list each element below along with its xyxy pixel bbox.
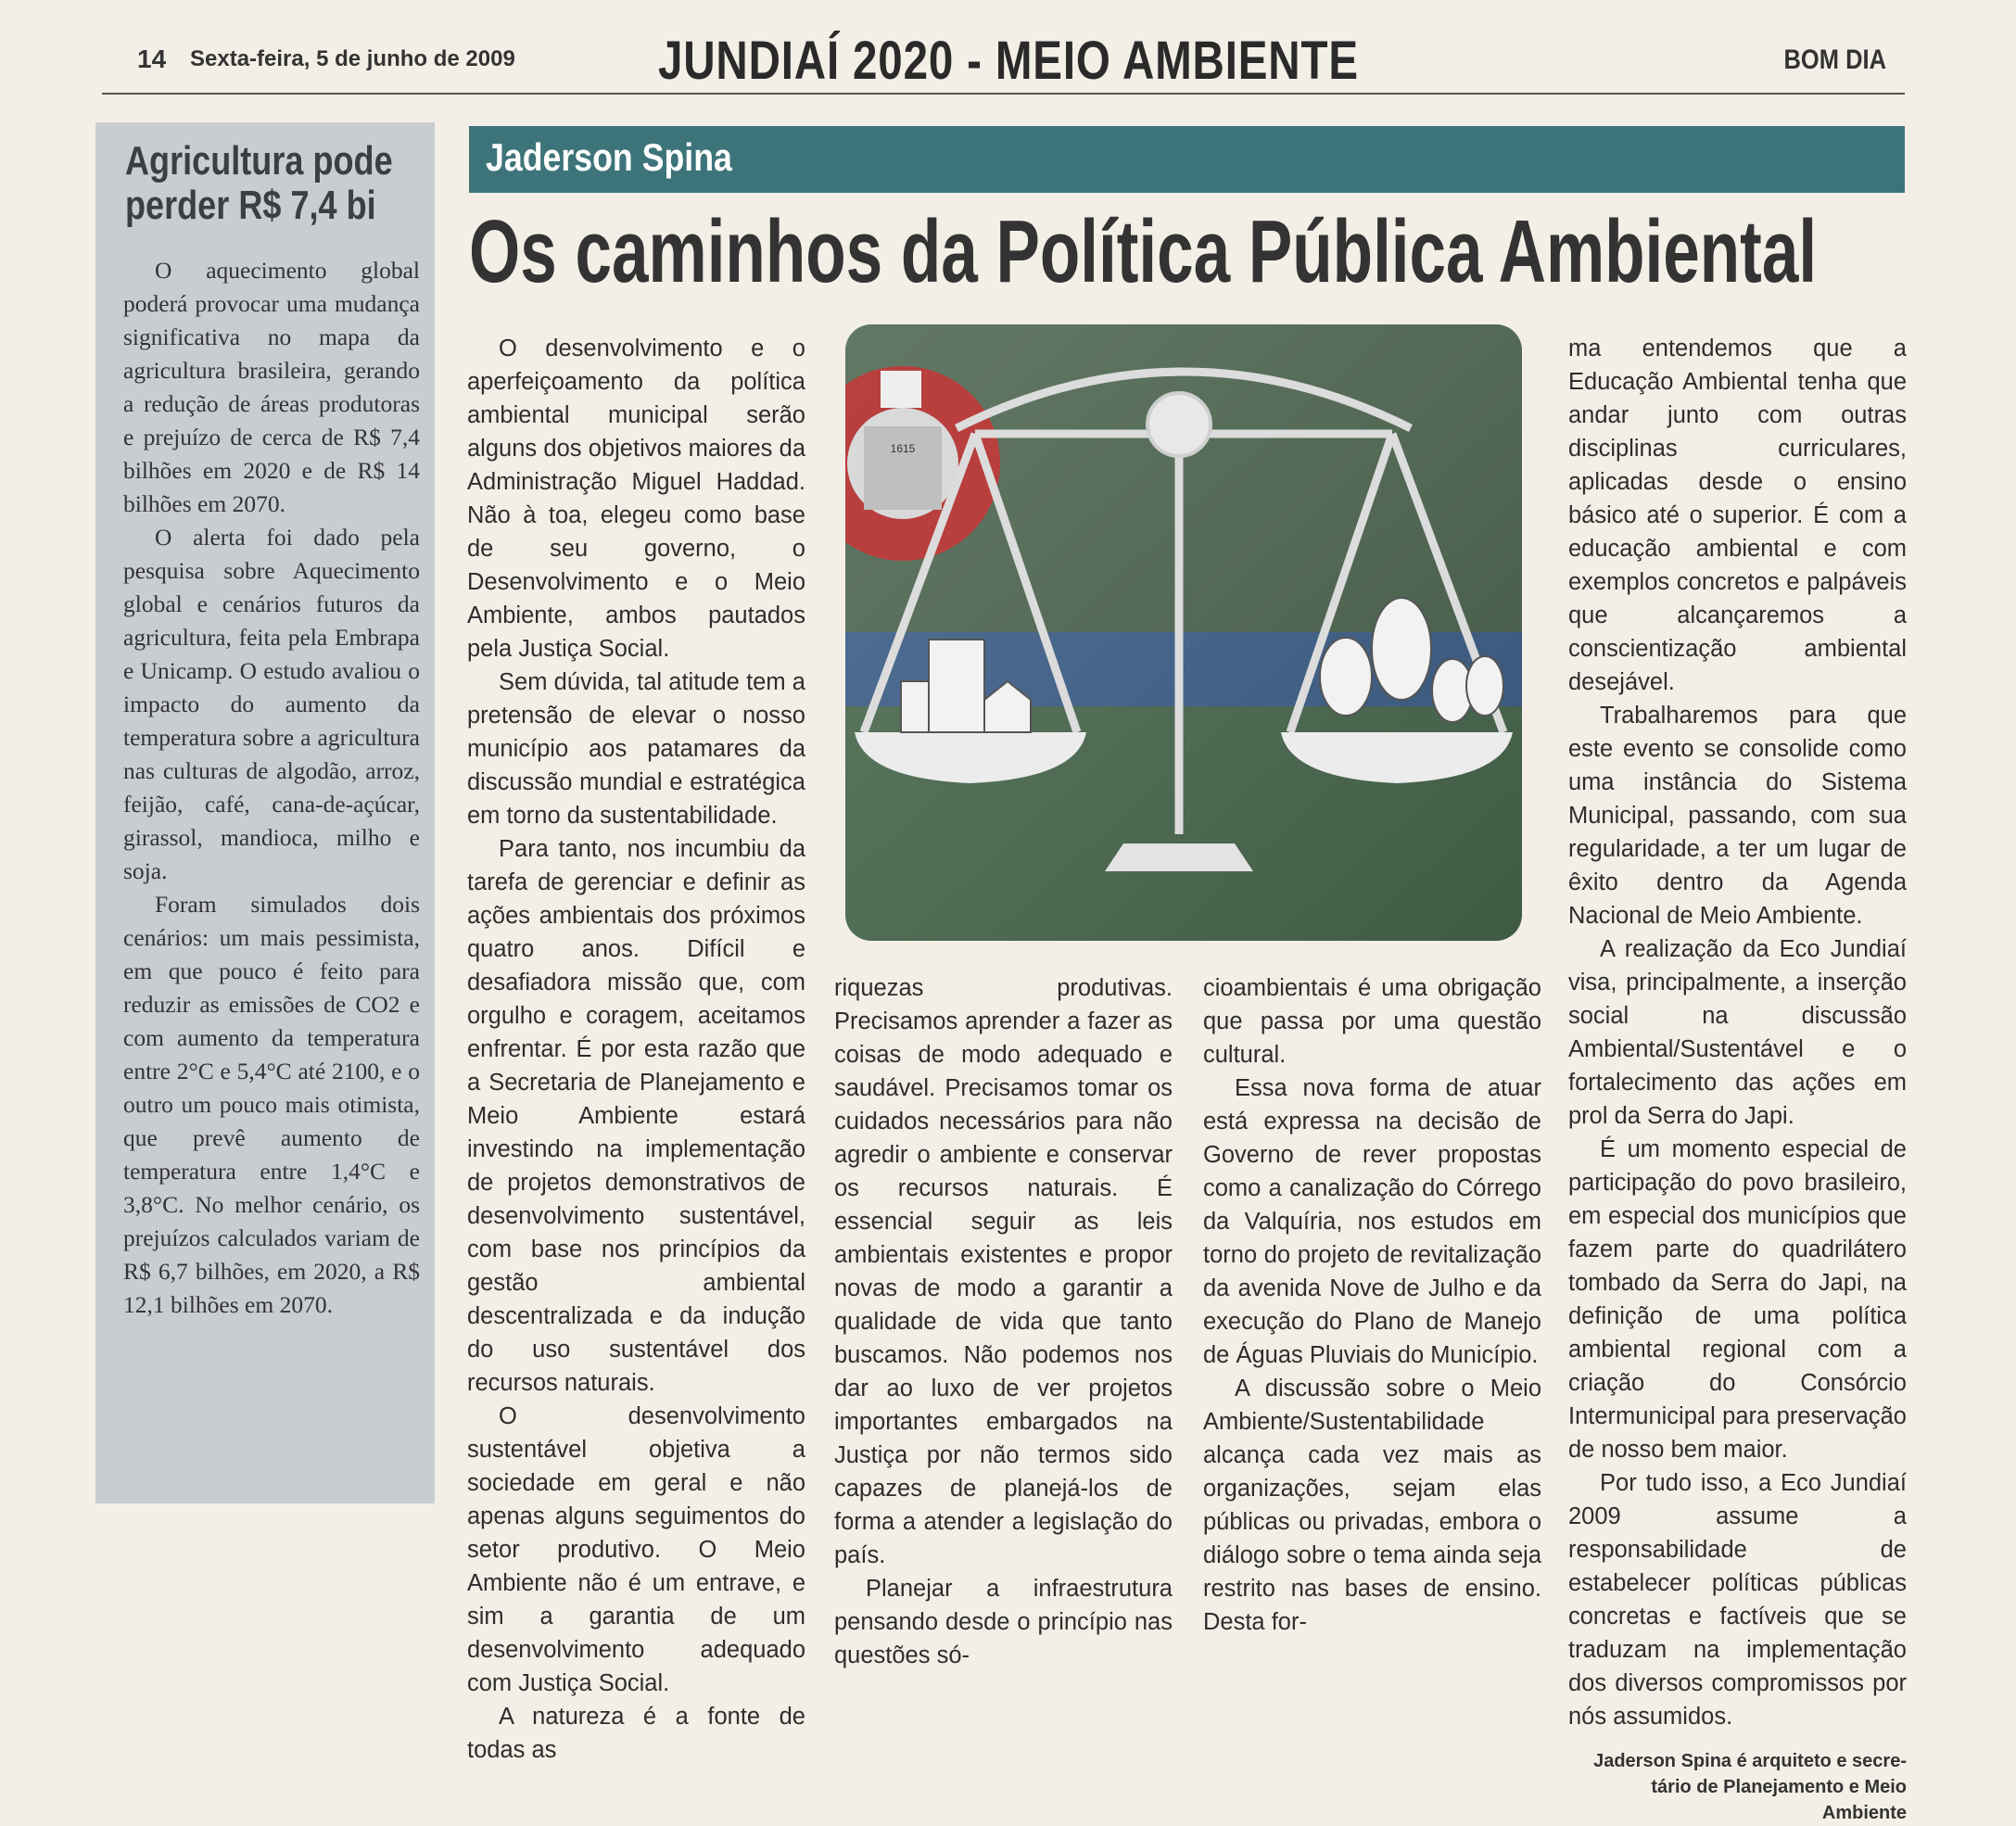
sidebar-title	[125, 138, 393, 228]
scale-pivot	[1147, 393, 1211, 456]
article-paragraph: ma entendemos que a Educação Ambiental tenha que andar junto com outras disciplinas curriculares, aplicadas desde o ensino básico até o superior. É com a educação ambiental e com exemplos concretos e palpáveis que alcançaremos a conscientização ambiental desejável.	[1568, 336, 1907, 695]
sidebar-title-line2: perder R$ 7,4 bi	[125, 183, 376, 228]
article-column-3	[1203, 971, 1541, 1639]
coat-of-arms-year: 1615	[890, 442, 916, 455]
tree-icon	[1372, 598, 1431, 700]
article-column-2	[834, 971, 1173, 1672]
balance-scale-icon	[845, 324, 1522, 941]
sidebar-body	[123, 254, 420, 1322]
sidebar-paragraph: Foram simulados dois cenários: um mais pessimista, em que pouco é feito para reduzir as emissões de CO2 e com aumento da temperatura entre 2°C e 5,4°C até 2100, e o outro um pouco mais otimista, que prevê aumento de temperatura entre 1,4°C e 3,8°C. No melhor cenário, os prejuízos calculados variam de R$ 6,7 bilhões, em 2020, a R$ 12,1 bilhões em 2070.	[123, 891, 420, 1318]
article-paragraph: Trabalharemos para que este evento se consolide como uma instância do Sistema Municipal, passando, com sua regularidade, a ter um lugar de êxito dentro da Agenda Nacional de Meio Ambiente.	[1568, 703, 1907, 929]
author-name: Jaderson Spina	[486, 135, 732, 179]
article-column-1	[467, 332, 805, 1767]
balance-scale-illustration	[845, 324, 1522, 941]
signature-line1: Jaderson Spina é arquiteto e secre-	[1593, 1751, 1907, 1771]
sidebar-box	[95, 122, 435, 1503]
article-paragraph: O desenvolvimento sustentável objetiva a sociedade em geral e não apenas alguns seguimentos do setor produtivo. O Meio Ambiente não é um entrave, e sim a garantia de um desenvolvimento adequado com Justiça Social.	[467, 1403, 805, 1696]
article-paragraph: A natureza é a fonte de todas as	[467, 1704, 805, 1763]
sidebar-paragraph: O aquecimento global poderá provocar uma mudança significativa no mapa da agricultura brasileira, gerando a redução de áreas produtoras e prejuízo de cerca de R$ 7,4 bilhões em 2020 e de R$ 14 bilhões em 2070.	[123, 257, 420, 517]
article-headline: Os caminhos da Política Pública Ambiental	[469, 202, 1818, 301]
article-paragraph: O desenvolvimento e o aperfeiçoamento da política ambiental municipal serão alguns dos objetivos maiores da Administração Miguel Haddad. Não à toa, elegeu como base de seu governo, o Desenvolvimento e o Meio Ambiente, ambos pautados pela Justiça Social.	[467, 336, 805, 662]
building-icon	[929, 640, 984, 732]
article-paragraph: Essa nova forma de atuar está expressa na decisão de Governo de rever propostas como a canalização do Córrego da Valquíria, nos estudos em torno do projeto de revitalização da avenida Nove de Julho e da execução do Plano de Manejo de Águas Pluviais do Município.	[1203, 1075, 1541, 1368]
page-header	[102, 28, 1905, 95]
article-paragraph: Para tanto, nos incumbiu da tarefa de gerenciar e definir as ações ambientais dos próximos quatro anos. Difícil e desafiadora missão que, com orgulho e coragem, aceitamos enfrentar. É por esta razão que a Secretaria de Planejamento e Meio Ambiente estará investindo na implementação de projetos demonstrativos de desenvolvimento sustentável, com base nos princípios da gestão ambiental descentralizada e da indução do uso sustentável dos recursos naturais.	[467, 836, 805, 1396]
page-number: 14	[137, 44, 167, 73]
newspaper-name: BOM DIA	[1783, 44, 1886, 75]
article-column-4	[1568, 332, 1907, 1826]
article-paragraph: A realização da Eco Jundiaí visa, principalmente, a inserção social na discussão Ambiental/Sustentável e o fortalecimento das ações em prol da Serra do Japi.	[1568, 936, 1907, 1129]
article-paragraph: Planejar a infraestrutura pensando desde o princípio nas questões só-	[834, 1576, 1173, 1668]
article-paragraph: riquezas produtivas. Precisamos aprender a fazer as coisas de modo adequado e saudável. Precisamos tomar os cuidados necessários para não agredir o ambiente e conservar os recursos naturais. É essencial seguir as leis ambientais existentes e propor novas de modo a garantir a qualidade de vida que tanto buscamos. Não podemos nos dar ao luxo de ver projetos importantes embargados na Justiça por não termos sido capazes de planejá-los de forma a atender a legislação do país.	[834, 975, 1173, 1568]
article-paragraph: É um momento especial de participação do povo brasileiro, em especial dos municípios que fazem parte do quadrilátero tombado da Serra do Japi, na definição de uma política ambiental regional com a criação do Consórcio Intermunicipal para preservação de nosso bem maior.	[1568, 1136, 1907, 1463]
sidebar-title-line1: Agricultura pode	[125, 138, 393, 184]
article-paragraph: cioambientais é uma obrigação que passa por uma questão cultural.	[1203, 975, 1541, 1068]
dateline: Sexta-feira, 5 de junho de 2009	[190, 46, 515, 71]
tree-icon	[1466, 656, 1503, 716]
section-title: JUNDIAÍ 2020 - MEIO AMBIENTE	[658, 31, 1359, 91]
author-bar	[469, 126, 1905, 193]
signature-line2: tário de Planejamento e Meio Ambiente	[1651, 1777, 1907, 1823]
author-signature	[1568, 1748, 1907, 1826]
sidebar-paragraph: O alerta foi dado pela pesquisa sobre Aquecimento global e cenários futuros da agricultura, feita pela Embrapa e Unicamp. O estudo avaliou o impacto do aumento da temperatura sobre a agricultura nas culturas de algodão, arroz, feijão, café, cana-de-açúcar, girassol, mandioca, milho e soja.	[123, 524, 420, 884]
article-paragraph: A discussão sobre o Meio Ambiente/Sustentabilidade alcança cada vez mais as organizações, sejam elas públicas ou privadas, embora o diálogo sobre o tema ainda seja restrito nas bases de ensino. Desta for-	[1203, 1376, 1541, 1635]
article-paragraph: Sem dúvida, tal atitude tem a pretensão de elevar o nosso município aos patamares da discussão mundial e estratégica em torno da sustentabilidade.	[467, 669, 805, 829]
scale-base	[1105, 843, 1253, 871]
tree-icon	[1320, 638, 1372, 716]
article-paragraph: Por tudo isso, a Eco Jundiaí 2009 assume a responsabilidade de estabelecer políticas públicas concretas e factíveis que se traduzam na implementação dos diversos compromissos por nós assumidos.	[1568, 1470, 1907, 1730]
